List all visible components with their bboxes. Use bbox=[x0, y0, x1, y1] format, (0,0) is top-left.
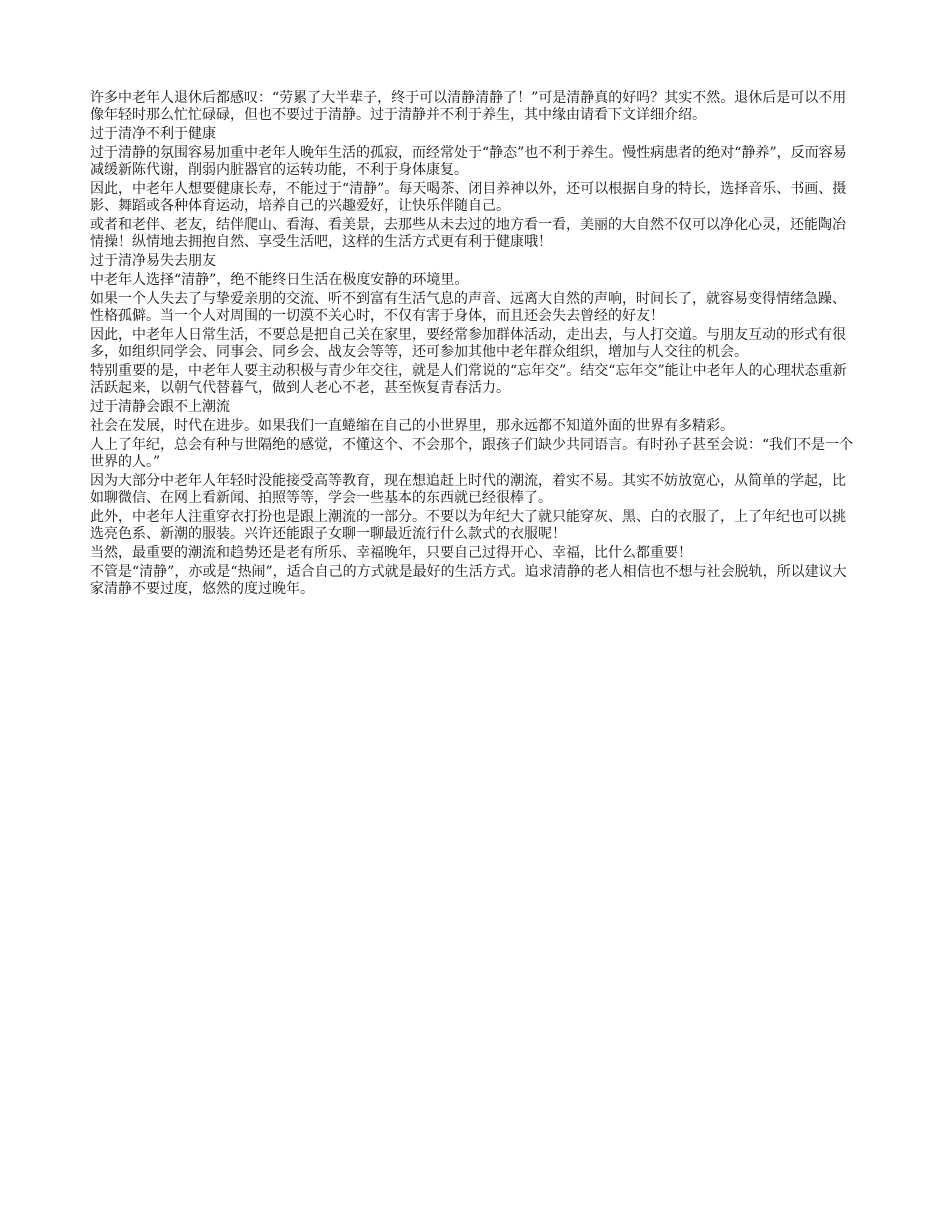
paragraph: 因为大部分中老年人年轻时没能接受高等教育，现在想追赶上时代的潮流，着实不易。其实不妨放宽心，从简单的学起，比如聊微信、在网上看新闻、拍照等等，学会一些基本的东西就已经很棒了。 bbox=[90, 473, 846, 506]
article-body bbox=[90, 90, 858, 600]
paragraph: 如果一个人失去了与挚爱亲朋的交流、听不到富有生活气息的声音、远离大自然的声响，时间长了，就容易变得情绪急躁、性格孤僻。当一个人对周围的一切漠不关心时，不仅有害于身体，而且还会失去曾经的好友！ bbox=[90, 291, 846, 324]
paragraph: 过于清静的氛围容易加重中老年人晚年生活的孤寂，而经常处于“静态”也不利于养生。慢性病患者的绝对“静养”，反而容易减缓新陈代谢，削弱内脏器官的运转功能，不利于身体康复。 bbox=[90, 145, 847, 178]
paragraph: 或者和老伴、老友，结伴爬山、看海、看美景，去那些从未去过的地方看一看，美丽的大自然不仅可以净化心灵，还能陶冶情操！纵情地去拥抱自然、享受生活吧，这样的生活方式更有利于健康哦！ bbox=[90, 217, 846, 250]
paragraph: 此外，中老年人注重穿衣打扮也是跟上潮流的一部分。不要以为年纪大了就只能穿灰、黑、白的衣服了，上了年纪也可以挑选亮色系、新潮的服装。兴许还能跟子女聊一聊最近流行什么款式的衣服呢！ bbox=[90, 509, 846, 542]
paragraph: 人上了年纪，总会有种与世隔绝的感觉，不懂这个、不会那个，跟孩子们缺少共同语言。有时孙子甚至会说：“我们不是一个世界的人。” bbox=[90, 437, 854, 470]
paragraph-conclusion: 不管是“清静”，亦或是“热闹”，适合自己的方式就是最好的生活方式。追求清静的老人相信也不想与社会脱轨，所以建议大家清静不要过度，悠然的度过晚年。 bbox=[90, 564, 847, 597]
paragraph: 中老年人选择“清静”，绝不能终日生活在极度安静的环境里。 bbox=[90, 272, 469, 288]
paragraph: 社会在发展，时代在进步。如果我们一直蜷缩在自己的小世界里，那永远都不知道外面的世界有多精彩。 bbox=[90, 418, 734, 434]
paragraph: 当然，最重要的潮流和趋势还是老有所乐、幸福晚年，只要自己过得开心、幸福，比什么都重要！ bbox=[90, 545, 692, 561]
section-heading-trends: 过于清静会跟不上潮流 bbox=[90, 399, 230, 415]
section-heading-health: 过于清净不利于健康 bbox=[90, 126, 216, 142]
section-heading-friends: 过于清净易失去朋友 bbox=[90, 253, 216, 269]
paragraph: 因此，中老年人想要健康长寿，不能过于“清静”。每天喝茶、闭目养神以外，还可以根据自身的特长，选择音乐、书画、摄影、舞蹈或各种体育运动，培养自己的兴趣爱好，让快乐伴随自己。 bbox=[90, 181, 847, 214]
paragraph: 特别重要的是，中老年人要主动积极与青少年交往，就是人们常说的“忘年交”。结交“忘年交”能让中老年人的心理状态重新活跃起来，以朝气代替暮气，做到人老心不老，甚至恢复青春活力。 bbox=[90, 363, 847, 396]
paragraph-intro: 许多中老年人退休后都感叹：“劳累了大半辈子，终于可以清静清静了！”可是清静真的好吗？其实不然。退休后是可以不用像年轻时那么忙忙碌碌，但也不要过于清静。过于清静并不利于养生，其中缘由请看下文详细介绍。 bbox=[90, 90, 847, 123]
paragraph: 因此，中老年人日常生活，不要总是把自己关在家里，要经常参加群体活动，走出去，与人打交道。与朋友互动的形式有很多，如组织同学会、同事会、同乡会、战友会等等，还可参加其他中老年群众组织，增加与人交往的机会。 bbox=[90, 327, 846, 360]
